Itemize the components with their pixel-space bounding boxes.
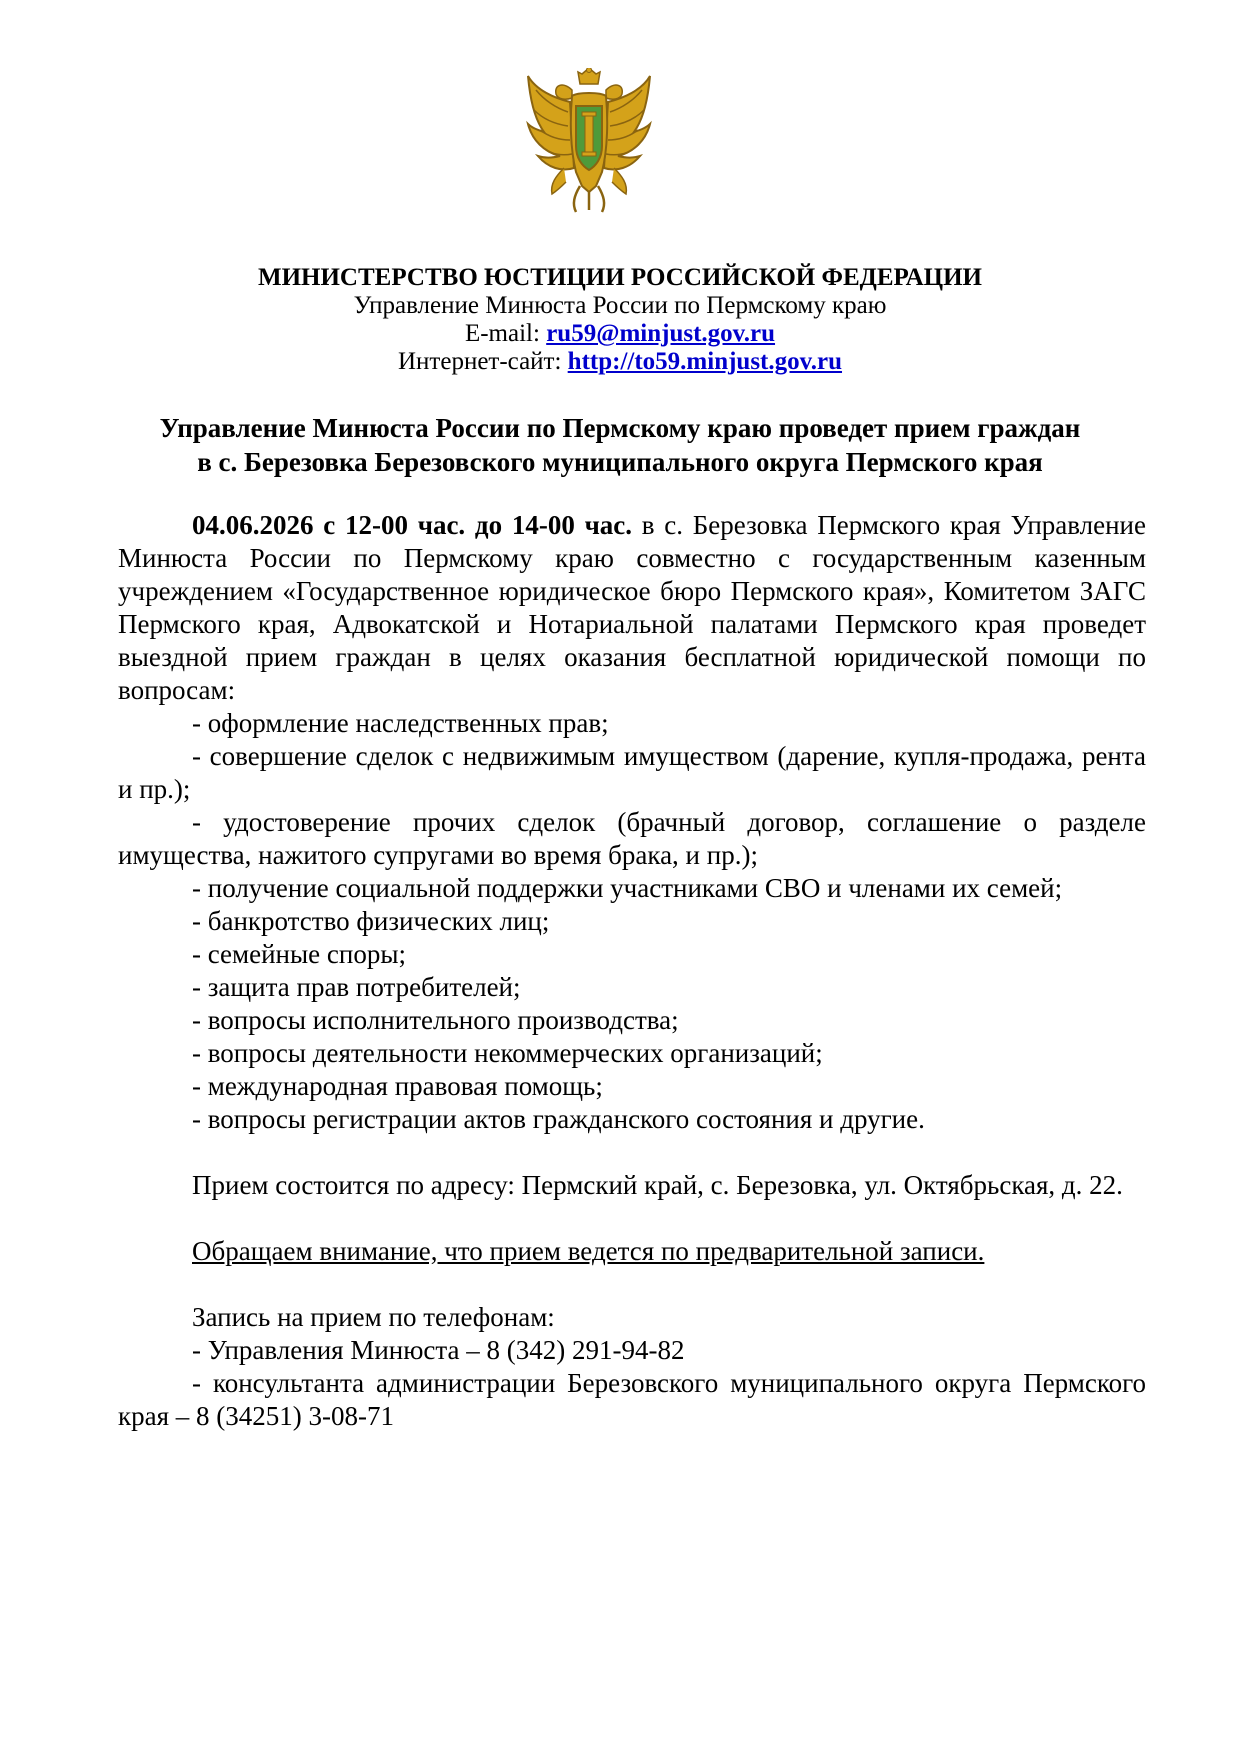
contacts-heading: Запись на прием по телефонам:	[192, 1302, 555, 1332]
notice-paragraph	[118, 1235, 1146, 1268]
topic-item: - вопросы деятельности некоммерческих организаций;	[192, 1038, 823, 1068]
site-link[interactable]: http://to59.minjust.gov.ru	[567, 348, 843, 375]
intro-paragraph	[118, 509, 1146, 707]
topic-item: - получение социальной поддержки участниками СВО и членами их семей;	[192, 873, 1063, 903]
ministry-emblem-icon	[524, 68, 654, 214]
email-link[interactable]: ru59@minjust.gov.ru	[546, 320, 776, 347]
email-label: E-mail:	[464, 320, 547, 347]
topic-item: - оформление наследственных прав;	[192, 708, 609, 738]
site-label: Интернет-сайт:	[397, 348, 568, 375]
address-paragraph: Прием состоится по адресу: Пермский край, с. Березовка, ул. Октябрьская, д. 22.	[192, 1170, 1123, 1200]
topic-item: - удостоверение прочих сделок (брачный договор, соглашение о разделе имущества, нажитого супругами во время брака, и пр.);	[118, 807, 1146, 870]
ministry-name: МИНИСТЕРСТВО ЮСТИЦИИ РОССИЙСКОЙ ФЕДЕРАЦИИ	[258, 264, 982, 291]
topic-item: - защита прав потребителей;	[192, 972, 521, 1002]
intro-text: в с. Березовка Пермского края Управление Минюста России по Пермскому краю совместно с государственным казенным учреждением «Государственное юридическое бюро Пермского края», Комитетом ЗАГС Пермского края, Адвокатской и Нотариальной палатами Пермского края проведет выездной прием граждан в целях оказания бесплатной юридической помощи по вопросам:	[118, 510, 1146, 705]
spacer	[118, 1268, 1146, 1301]
topic-item: - банкротство физических лиц;	[192, 906, 550, 936]
topic-item: - международная правовая помощь;	[192, 1071, 603, 1101]
email-line	[0, 320, 1240, 348]
site-line	[0, 348, 1240, 376]
topic-item: - вопросы регистрации актов гражданского состояния и другие.	[192, 1104, 925, 1134]
department-name: Управление Минюста России по Пермскому краю	[353, 292, 887, 319]
title-line-1: Управление Минюста России по Пермскому краю проведет прием граждан	[159, 413, 1081, 443]
contact-line: - консультанта администрации Березовского муниципального округа Пермского края – 8 (34251) 3-08-71	[118, 1368, 1146, 1431]
document-body	[118, 509, 1146, 1433]
topic-item: - семейные споры;	[192, 939, 406, 969]
title-line-2: в с. Березовка Березовского муниципального округа Пермского края	[197, 447, 1043, 477]
event-datetime: 04.06.2026 с 12-00 час. до 14-00 час.	[192, 510, 633, 540]
letterhead	[0, 264, 1240, 376]
notice-text: Обращаем внимание, что прием ведется по предварительной записи.	[192, 1236, 985, 1266]
spacer	[118, 1202, 1146, 1235]
spacer	[118, 1136, 1146, 1169]
document-title	[0, 411, 1240, 479]
topic-item: - вопросы исполнительного производства;	[192, 1005, 679, 1035]
topic-item: - совершение сделок с недвижимым имуществом (дарение, купля-продажа, рента и пр.);	[118, 741, 1146, 804]
contact-line: - Управления Минюста – 8 (342) 291-94-82	[192, 1335, 685, 1365]
